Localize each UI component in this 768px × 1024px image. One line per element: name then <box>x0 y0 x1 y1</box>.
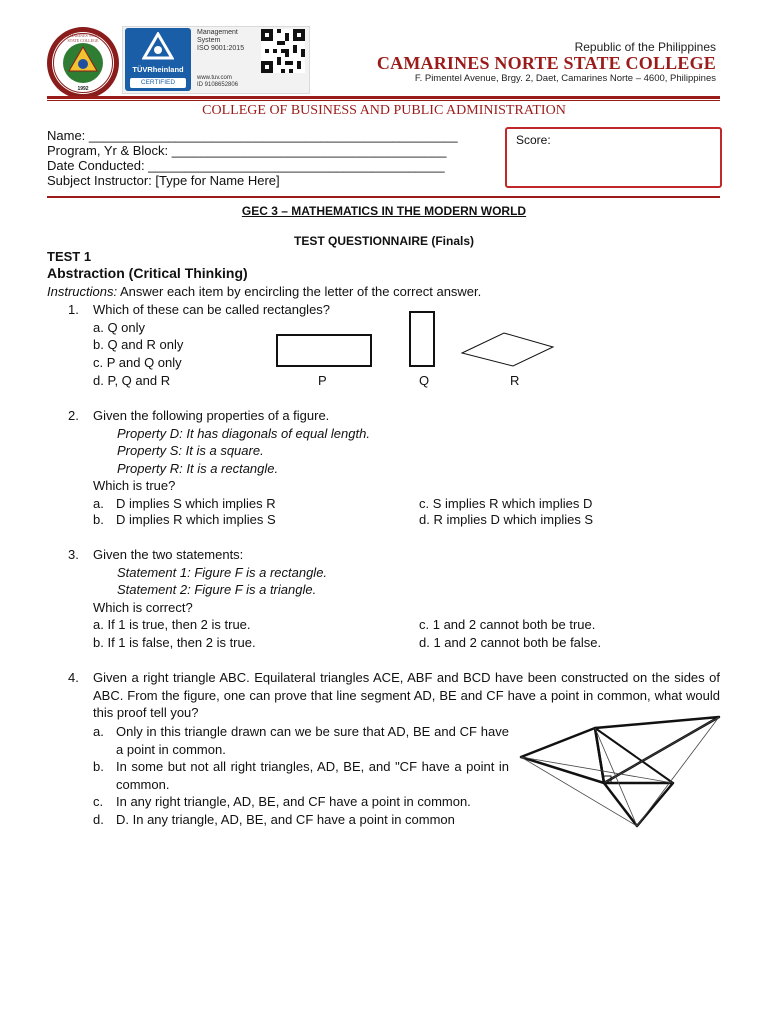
q4-option-b-letter[interactable]: b. <box>93 759 104 774</box>
figure-q-label: Q <box>419 373 430 388</box>
q1-option-d[interactable]: d. P, Q and R <box>93 373 171 388</box>
tuv-triangle-icon <box>142 32 174 62</box>
tuv-logo <box>125 28 191 91</box>
program-field[interactable]: Program, Yr & Block: ______________________________________ <box>47 143 447 158</box>
course-title: GEC 3 – MATHEMATICS IN THE MODERN WORLD <box>241 204 527 218</box>
q2-option-a[interactable]: D implies S which implies R <box>116 496 276 511</box>
q4-option-d[interactable]: D. In any triangle, AD, BE, and CF have a point in common <box>116 812 455 827</box>
header-rule-thin <box>47 100 720 101</box>
q4-number: 4. <box>68 670 79 685</box>
q4-option-a-letter[interactable]: a. <box>93 724 104 739</box>
q4-option-c-letter[interactable]: c. <box>93 794 104 809</box>
iso-certification-badge <box>122 26 310 94</box>
college-name: CAMARINES NORTE STATE COLLEGE <box>376 53 716 73</box>
q1-option-b[interactable]: b. Q and R only <box>93 337 184 352</box>
test-label: TEST 1 <box>47 249 92 264</box>
q2-option-d[interactable]: d. R implies D which implies S <box>419 512 594 527</box>
figure-q-rectangle <box>410 312 434 366</box>
mgmt-line-3: ISO 9001:2015 <box>197 45 245 52</box>
q2-text: Given the following properties of a figure. <box>93 408 330 423</box>
cert-id: ID 9108652806 <box>197 82 239 88</box>
score-box[interactable] <box>505 127 722 188</box>
q2-option-a-letter[interactable]: a. <box>93 496 104 511</box>
seal-year: 1992 <box>77 86 89 92</box>
q4-triangle-figure <box>515 715 725 831</box>
q3-statement-2: Statement 2: Figure F is a triangle. <box>117 582 317 597</box>
mgmt-line-1: Management <box>197 29 238 36</box>
q1-number: 1. <box>68 302 79 317</box>
q2-property-s: Property S: It is a square. <box>117 443 264 458</box>
q3-option-d[interactable]: d. 1 and 2 cannot both be false. <box>419 635 602 650</box>
q1-text: Which of these can be called rectangles? <box>93 302 331 317</box>
q3-option-a[interactable]: a. If 1 is true, then 2 is true. <box>93 617 251 632</box>
certified-label: CERTIFIED <box>130 78 186 88</box>
header-rule-thick <box>47 96 720 99</box>
seal-text: CAMARINES NORTE STATE COLLEGE <box>64 33 102 43</box>
q2-option-b[interactable]: D implies R which implies S <box>116 512 276 527</box>
name-field[interactable]: Name: ___________________________________________________ <box>47 128 458 143</box>
q1-option-c[interactable]: c. P and Q only <box>93 355 182 370</box>
outer-triangle-e <box>521 728 604 783</box>
info-rule <box>47 196 720 198</box>
questionnaire-type: TEST QUESTIONNAIRE (Finals) <box>293 234 474 248</box>
figure-r-parallelogram <box>462 333 553 366</box>
q3-text: Given the two statements: <box>93 547 244 562</box>
q1-option-a[interactable]: a. Q only <box>93 320 146 335</box>
instructions-text: Answer each item by encircling the letter of the correct answer. <box>117 284 482 299</box>
figure-p-label: P <box>318 373 327 388</box>
instructor-field[interactable]: Subject Instructor: [Type for Name Here] <box>47 173 280 188</box>
section-title: Abstraction (Critical Thinking) <box>47 265 248 281</box>
q4-option-d-letter[interactable]: d. <box>93 812 104 827</box>
q1-figures <box>270 306 570 372</box>
q3-option-c[interactable]: c. 1 and 2 cannot both be true. <box>419 617 596 632</box>
q2-option-c[interactable]: c. S implies R which implies D <box>419 496 593 511</box>
q4-text: Given a right triangle ABC. Equilateral triangles ACE, ABF and BCD have been constructed on the sides of ABC. From the figure, one can prove that line segment AD, BE and CF have a point in common, what would this proof tell you? <box>93 670 720 720</box>
date-field[interactable]: Date Conducted: _________________________________________ <box>47 158 445 173</box>
q4-option-c[interactable]: In any right triangle, AD, BE, and CF have a point in common. <box>116 794 471 809</box>
q2-number: 2. <box>68 408 79 423</box>
score-label: Score: <box>516 133 551 147</box>
cert-web: www.tuv.com <box>197 75 232 81</box>
outer-triangle-d <box>604 783 673 826</box>
q4-option-b[interactable]: In some but not all right triangles, AD, BE, and "CF have a point in common. <box>116 759 509 792</box>
figure-r-label: R <box>510 373 520 388</box>
instructions-label: Instructions: <box>47 284 118 299</box>
college-address: F. Pimentel Avenue, Brgy. 2, Daet, Camarines Norte – 4600, Philippines <box>414 73 716 84</box>
q3-ask: Which is correct? <box>93 600 193 615</box>
republic-text: Republic of the Philippines <box>574 40 716 54</box>
tuv-brand: TÜVRheinland <box>132 65 184 74</box>
q2-property-d: Property D: It has diagonals of equal length. <box>117 426 370 441</box>
q2-property-r: Property R: It is a rectangle. <box>117 461 279 476</box>
instructions <box>47 283 481 300</box>
mgmt-line-2: System <box>197 37 221 44</box>
q3-option-b[interactable]: b. If 1 is false, then 2 is true. <box>93 635 256 650</box>
q3-statement-1: Statement 1: Figure F is a rectangle. <box>117 565 328 580</box>
q4-option-a[interactable]: Only in this triangle drawn can we be sure that AD, BE and CF have a point in common. <box>116 724 509 757</box>
q2-option-b-letter[interactable]: b. <box>93 512 104 527</box>
q2-ask: Which is true? <box>93 478 176 493</box>
figure-p-rectangle <box>277 335 371 366</box>
q3-number: 3. <box>68 547 79 562</box>
qr-code-icon <box>261 29 305 73</box>
department-title: COLLEGE OF BUSINESS AND PUBLIC ADMINISTRATION <box>202 103 566 118</box>
